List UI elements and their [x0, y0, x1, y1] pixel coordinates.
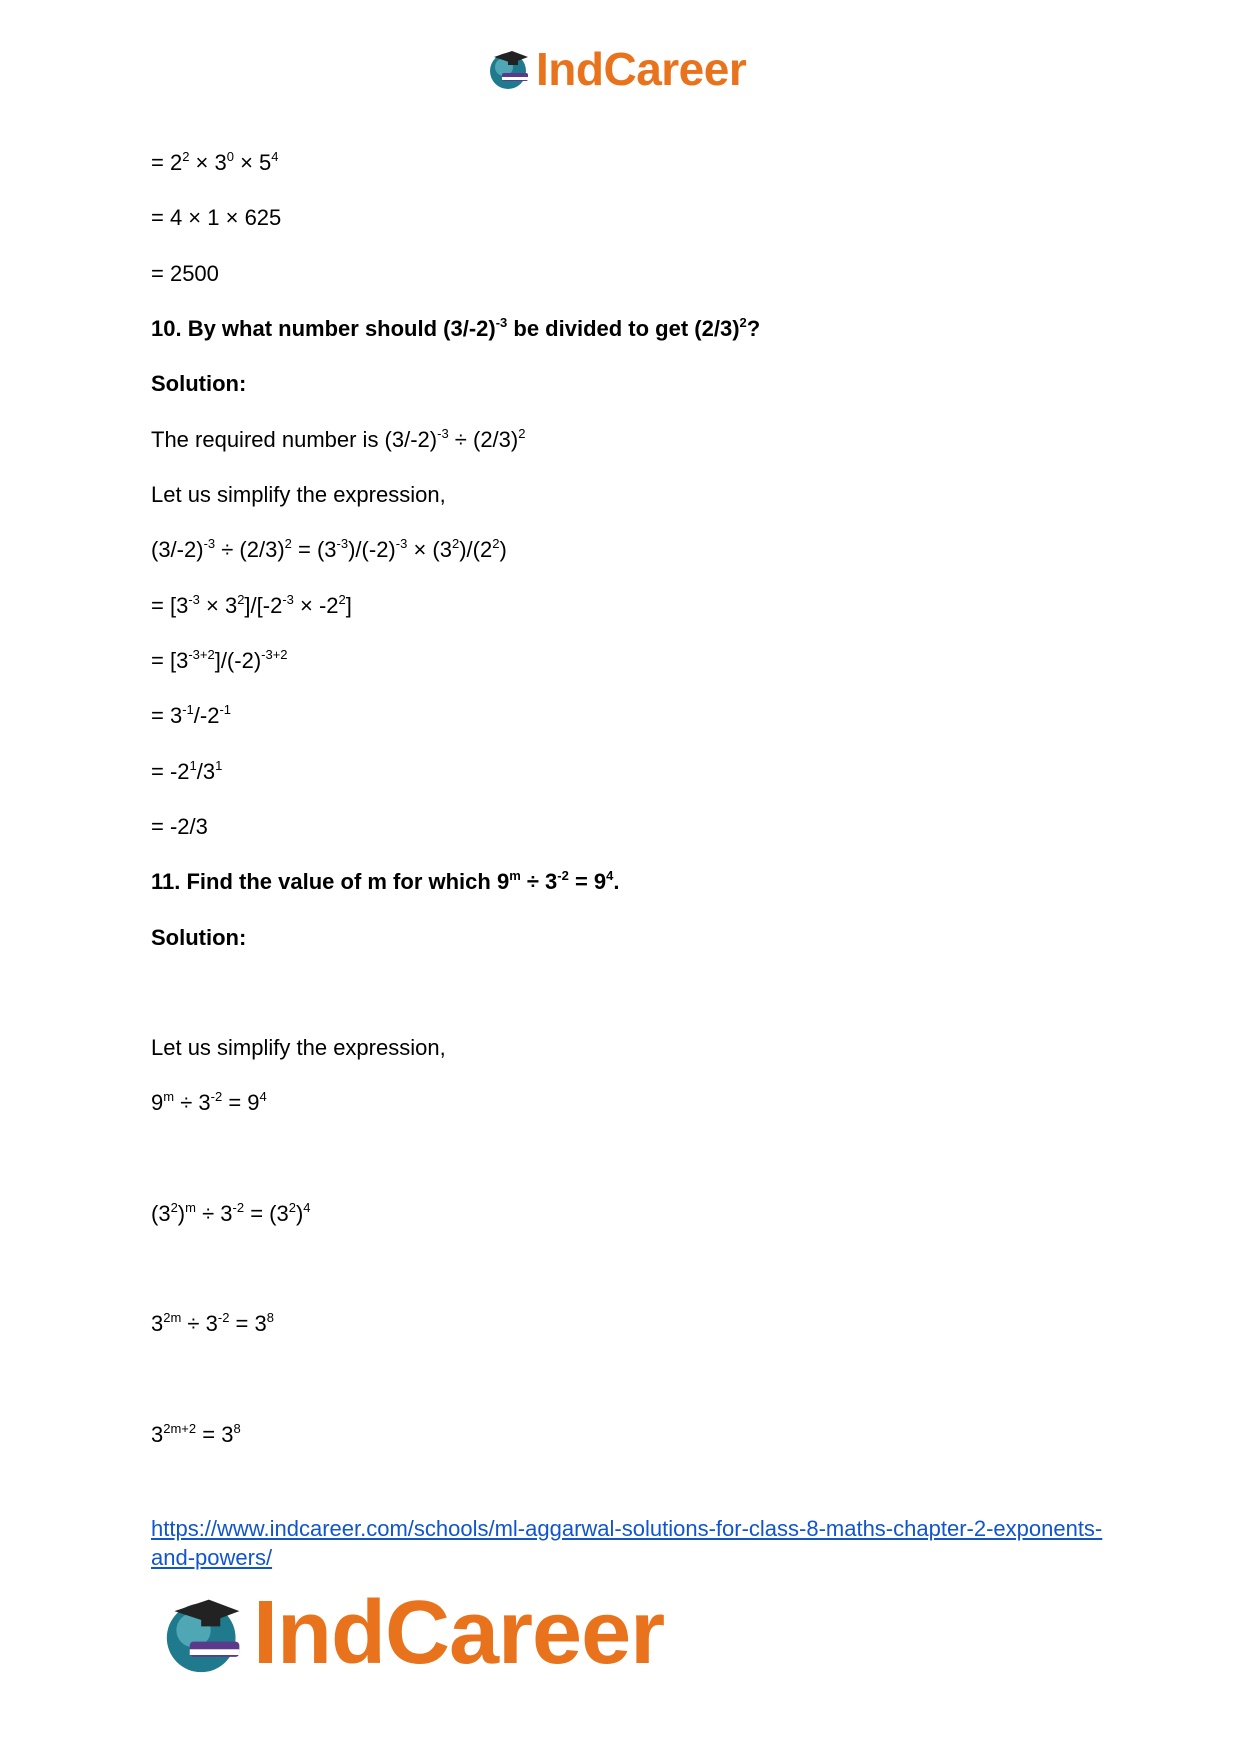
equation-line: = 2500: [151, 261, 219, 286]
equation-line: = $2^2 \times 3^0 \times 5^4$: [151, 149, 279, 175]
text-line: The required number is $(3/-2)^{-3} \div (2/3)^2$: [151, 426, 526, 452]
question-11-heading: 11. Find the value of m for which $9^m \div 3^{-2} = 9^4$.: [151, 868, 620, 894]
question-10-heading: 10. By what number should $(3/-2)^{-3}$ be divided to get $(2/3)^2$?: [151, 315, 761, 341]
equation-line: $3^{2m+2} = 3^8$: [151, 1421, 241, 1447]
footer-logo: [163, 1582, 664, 1685]
solution-label: Solution:: [151, 925, 247, 950]
equation-line: = $-2^1/3^1$: [151, 758, 223, 784]
brand-name: IndCareer: [536, 43, 747, 95]
equation-line: $3^{2m} \div 3^{-2} = 3^8$: [151, 1310, 274, 1336]
brand-name: IndCareer: [253, 1583, 665, 1683]
globe-book-icon: [488, 47, 532, 91]
header-logo: [488, 42, 746, 96]
equation-line: = 4 × 1 × 625: [151, 205, 282, 230]
solution-label: Solution:: [151, 371, 247, 396]
equation-line: = $[3^{-3} \times 3^2]/[-2^{-3} \times -2^2]$: [151, 592, 352, 618]
text-line: Let us simplify the expression,: [151, 482, 446, 507]
text-line: Let us simplify the expression,: [151, 1035, 446, 1060]
equation-line: = $3^{-1}/-2^{-1}$: [151, 702, 232, 728]
equation-line: = $[3^{-3+2}]/(-2)^{-3+2}$: [151, 647, 288, 673]
equation-line: $9^m \div 3^{-2} = 9^4$: [151, 1089, 267, 1115]
equation-line: $(3/-2)^{-3} \div (2/3)^2 = (3^{-3})/(-2)^{-3} \times (3^2)/(2^2)$: [151, 536, 507, 562]
equation-line: $(3^2)^m \div 3^{-2} = (3^2)^4$: [151, 1200, 311, 1226]
globe-book-icon: [163, 1592, 247, 1676]
equation-line: = -2/3: [151, 814, 208, 839]
source-link[interactable]: https://www.indcareer.com/schools/ml-aggarwal-solutions-for-class-8-maths-chapter-2-exponents-and-powers/: [151, 1516, 1103, 1570]
